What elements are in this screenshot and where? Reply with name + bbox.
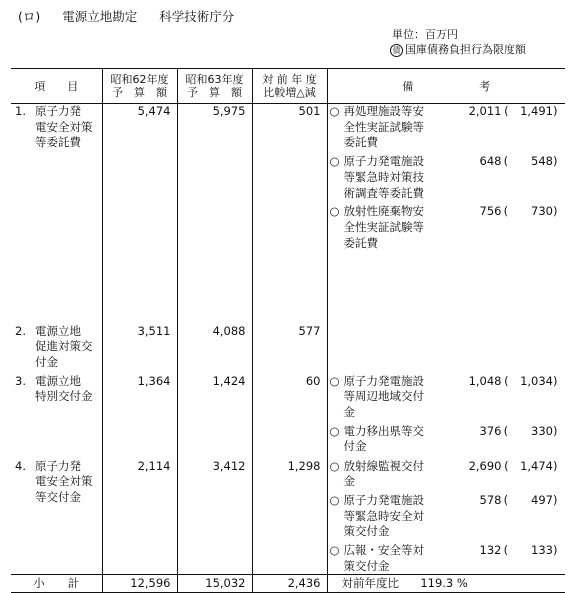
remark-bullet-icon: ○ bbox=[329, 104, 340, 118]
subtotal-b63: 15,032 bbox=[177, 575, 252, 593]
item-name: 電源立地 促進対策交 付金 bbox=[35, 323, 93, 369]
section-mark: (ロ) bbox=[18, 9, 41, 24]
col-diff-header: 対 前 年 度 比較増△減 bbox=[252, 69, 327, 104]
remark-amount: 376 bbox=[479, 423, 502, 438]
remark-text: 再処理施設等安 全性実証試験等 委託費 bbox=[343, 104, 424, 150]
remark-amount: 578 bbox=[479, 492, 502, 507]
item-cell bbox=[11, 374, 102, 459]
item-name: 原子力発 電安全対策 等交付金 bbox=[35, 458, 93, 504]
ratio-label: 対前年度比 bbox=[341, 576, 399, 591]
budget62-cell: 2,114 bbox=[102, 459, 177, 575]
remarks-cell bbox=[327, 374, 565, 459]
col-item-header: 項 目 bbox=[11, 69, 102, 104]
budget63-cell: 1,424 bbox=[177, 374, 252, 459]
item-name: 電源立地 特別交付金 bbox=[35, 373, 93, 404]
remark-item bbox=[330, 493, 566, 540]
budget63-cell: 4,088 bbox=[177, 324, 252, 374]
item-cell bbox=[11, 104, 102, 324]
remark-bullet-icon: ○ bbox=[329, 458, 340, 473]
budget62-cell: 3,511 bbox=[102, 324, 177, 374]
table-header-row bbox=[11, 69, 565, 104]
remark-debt-limit: ( 548) bbox=[503, 154, 558, 169]
remarks-cell bbox=[327, 324, 565, 374]
remark-bullet-icon: ○ bbox=[329, 543, 340, 558]
agency-name: 科学技術庁分 bbox=[159, 9, 235, 24]
subtotal-ratio bbox=[327, 575, 565, 593]
remark-amount: 132 bbox=[479, 543, 502, 558]
table-row bbox=[11, 374, 565, 459]
remark-item bbox=[330, 543, 566, 574]
remark-text: 原子力発電施設 等緊急時安全対 策交付金 bbox=[343, 492, 424, 539]
table-row bbox=[11, 459, 565, 575]
remark-debt-limit: ( 730) bbox=[503, 204, 558, 219]
remark-text: 放射線監視交付 金 bbox=[343, 458, 424, 489]
remark-amount: 648 bbox=[479, 154, 502, 169]
unit-label: 単位：百万円 bbox=[392, 28, 458, 41]
remark-amount: 2,690 bbox=[468, 458, 502, 473]
remark-text: 原子力発電施設 等周辺地域交付 金 bbox=[343, 373, 424, 419]
remark-amount: 756 bbox=[479, 204, 502, 219]
remark-amount: 2,011 bbox=[468, 104, 502, 118]
remark-item bbox=[330, 424, 566, 455]
subtotal-diff: 2,436 bbox=[252, 575, 327, 593]
remark-item bbox=[330, 459, 566, 490]
remark-item bbox=[330, 104, 566, 151]
subtotal-label: 小 計 bbox=[11, 575, 102, 593]
budget-table bbox=[11, 68, 565, 593]
item-number: 2. bbox=[15, 323, 26, 338]
remark-bullet-icon: ○ bbox=[329, 204, 340, 219]
diff-cell: 501 bbox=[252, 104, 327, 324]
debt-mark-icon: 債 bbox=[390, 44, 403, 57]
item-number: 1. bbox=[15, 104, 26, 118]
remark-debt-limit: ( 1,474) bbox=[504, 458, 558, 473]
col-remarks-header: 備 考 bbox=[327, 69, 565, 104]
remark-item bbox=[330, 204, 566, 251]
remark-amount: 1,048 bbox=[468, 373, 502, 388]
remark-debt-limit: ( 330) bbox=[503, 423, 558, 438]
diff-cell: 60 bbox=[252, 374, 327, 459]
remark-debt-limit: ( 1,034) bbox=[504, 373, 558, 388]
remark-text: 放射性廃棄物安 全性実証試験等 委託費 bbox=[343, 204, 424, 250]
item-name: 原子力発 電安全対策 等委託費 bbox=[35, 104, 93, 150]
budget62-cell: 1,364 bbox=[102, 374, 177, 459]
remark-item bbox=[330, 374, 566, 421]
remark-bullet-icon: ○ bbox=[329, 492, 340, 507]
remark-text: 広報・安全等対 策交付金 bbox=[343, 543, 424, 573]
remark-item bbox=[330, 154, 566, 201]
budget63-cell: 3,412 bbox=[177, 459, 252, 575]
budget62-cell: 5,474 bbox=[102, 104, 177, 324]
diff-cell: 577 bbox=[252, 324, 327, 374]
remarks-cell bbox=[327, 104, 565, 324]
ratio-value: 119.3 % bbox=[420, 576, 468, 591]
item-number: 3. bbox=[15, 373, 26, 388]
remark-debt-limit: ( 497) bbox=[503, 492, 558, 507]
remark-debt-limit: ( 133) bbox=[503, 543, 558, 558]
item-cell bbox=[11, 459, 102, 575]
account-name: 電源立地勘定 bbox=[62, 9, 138, 24]
debt-note-text: 国庫債務負担行為限度額 bbox=[405, 43, 526, 56]
table-row bbox=[11, 324, 565, 374]
document-title bbox=[18, 7, 234, 25]
remark-bullet-icon: ○ bbox=[329, 423, 340, 438]
table-row bbox=[11, 104, 565, 324]
item-cell bbox=[11, 324, 102, 374]
item-number: 4. bbox=[15, 458, 26, 473]
subtotal-row bbox=[11, 575, 565, 593]
debt-note bbox=[390, 41, 526, 57]
remark-text: 電力移出県等交 付金 bbox=[343, 423, 424, 454]
col-budget62-header: 昭和62年度 予 算 額 bbox=[102, 69, 177, 104]
col-budget63-header: 昭和63年度 予 算 額 bbox=[177, 69, 252, 104]
remarks-cell bbox=[327, 459, 565, 575]
remark-text: 原子力発電施設 等緊急時対策技 術調査等委託費 bbox=[343, 154, 424, 200]
subtotal-b62: 12,596 bbox=[102, 575, 177, 593]
remark-debt-limit: ( 1,491) bbox=[504, 104, 558, 118]
diff-cell: 1,298 bbox=[252, 459, 327, 575]
remark-bullet-icon: ○ bbox=[329, 373, 340, 388]
budget63-cell: 5,975 bbox=[177, 104, 252, 324]
remark-bullet-icon: ○ bbox=[329, 154, 340, 169]
